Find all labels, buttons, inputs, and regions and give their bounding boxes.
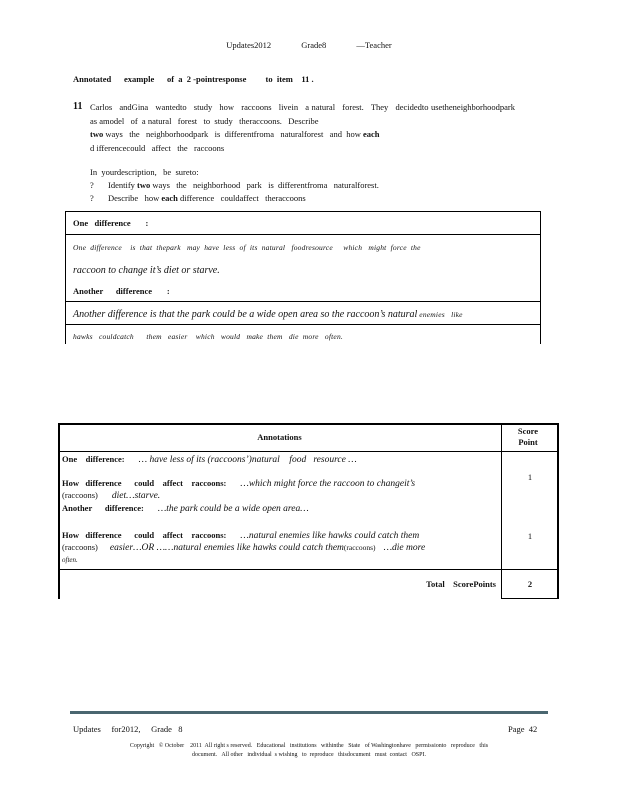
footer-divider xyxy=(70,711,548,714)
item-prompt xyxy=(90,101,522,155)
header-teacher: —Teacher xyxy=(356,40,392,50)
annotation-row1-line2: How difference could affect raccoons: …which might force the raccoon to changeit’s xyxy=(62,478,416,489)
instruction-bullet-1: ? Identify two ways the neighborhood park is differentfroma naturalforest. xyxy=(90,180,379,190)
annotation-row2-line1: How difference could affect raccoons: …natural enemies like hawks could catch them xyxy=(62,530,420,541)
footer-updates: Updates for2012, Grade 8 xyxy=(73,724,183,734)
student-response-box xyxy=(65,211,541,344)
annotation-row1-line4: Another difference: …the park could be a wide open area… xyxy=(62,503,309,514)
one-difference-label: One difference : xyxy=(73,218,149,228)
item-prompt-each: each xyxy=(362,129,380,139)
student-response-1b: raccoon to change it’s diet or starve. xyxy=(73,265,220,276)
annotation-row2-line3: often. xyxy=(62,556,78,564)
annotations-table xyxy=(58,423,559,599)
annotation-row2-line2: (raccoons) easier…OR ……natural enemies like hawks could catch them(raccoons) …die more xyxy=(62,542,426,553)
header-updates: Updates2012 xyxy=(226,40,272,50)
total-score-value: 2 xyxy=(527,579,533,589)
item-prompt-line2: ways the neighborhoodpark is differentfroma naturalforest and how xyxy=(103,129,363,139)
item-prompt-line1: Carlos andGina wantedto study how raccoons livein a natural forest. They decidedto usetheneighborhoodpark as amodel of a natural forest to study theraccoons. Describe xyxy=(90,102,522,126)
page-number: Page 42 xyxy=(508,724,538,734)
another-difference-label: Another difference : xyxy=(73,286,170,296)
item-instructions xyxy=(90,166,515,205)
instruction-bullet-2: ? Describe how each difference couldaffect theraccoons xyxy=(90,193,306,203)
score-point-header: Score Point xyxy=(517,426,539,447)
annotations-header: Annotations xyxy=(257,432,302,442)
header-grade: Grade8 xyxy=(301,40,327,50)
total-score-label: Total ScorePoints xyxy=(426,579,496,589)
student-response-2b: hawks couldcatch them easier which would make them die more often. xyxy=(73,332,343,341)
item-prompt-two: two xyxy=(90,129,104,139)
row1-score: 1 xyxy=(527,472,533,482)
annotation-row1-line3: (raccoons) diet…starve. xyxy=(62,490,161,501)
copyright-notice: Copyright © October 2011 All right s reserved. Educational institutions withinthe State of Washingtonhave permissionto reproduce this document. All other individual s wishing to reproduce thisdocument must contact OSPI. xyxy=(129,743,489,758)
item-prompt-line3: d ifferencecould affect the raccoons xyxy=(90,142,225,153)
page-header xyxy=(0,40,618,50)
annotation-row1-line1: One difference: … have less of its (raccoons’)natural food resource … xyxy=(62,454,357,465)
item-number: 11 xyxy=(73,101,83,112)
instructions-intro: In yourdescription, be sureto: xyxy=(90,167,199,177)
student-response-2a: Another difference is that the park could be a wide open area so the raccoon’s natural enemies like xyxy=(73,309,463,320)
student-response-1a: One difference is that thepark may have less of its natural foodresource which might force the xyxy=(73,243,421,252)
annotated-example-title: Annotated example of a 2 -pointresponse to item 11 . xyxy=(73,74,314,84)
row2-score: 1 xyxy=(527,531,533,541)
